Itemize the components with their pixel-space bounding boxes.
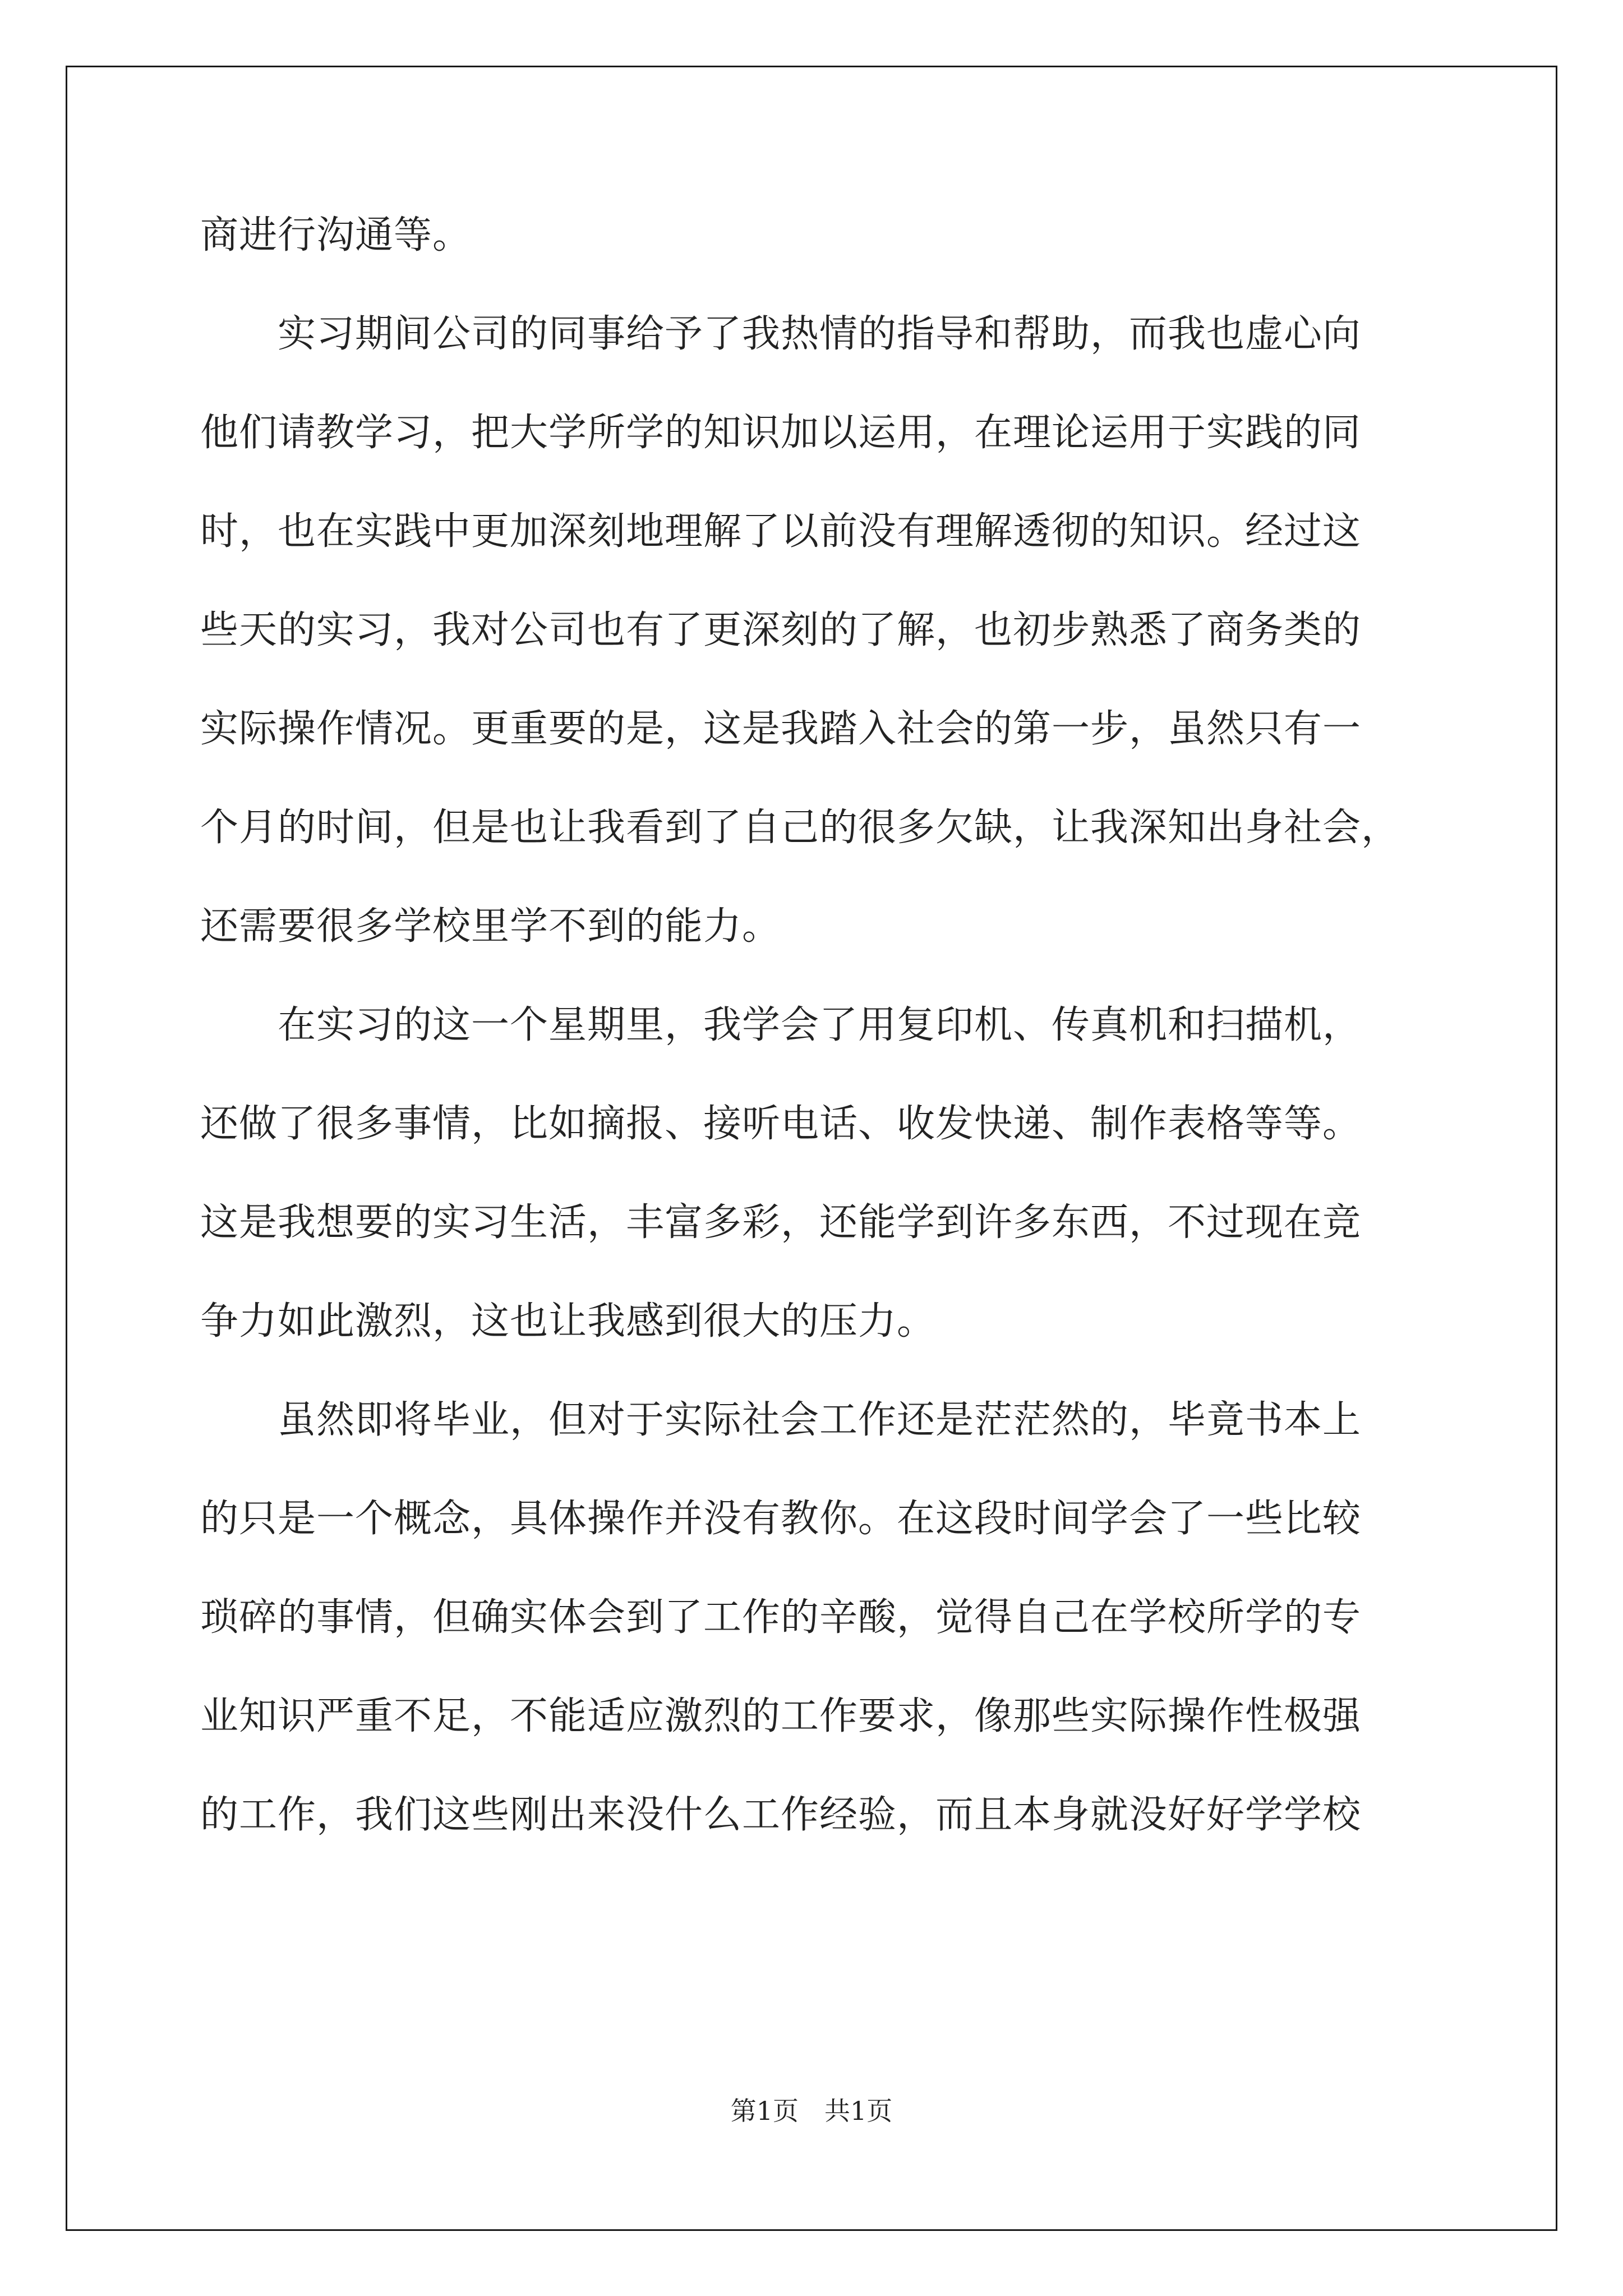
text-line: 琐碎的事情，但确实体会到了工作的辛酸，觉得自己在学校所学的专 [200, 1595, 1362, 1640]
page-border [66, 66, 1557, 2231]
text-line: 这是我想要的实习生活，丰富多彩，还能学到许多东西，不过现在竞 [200, 1200, 1362, 1245]
page-footer: 第1页 共1页 [730, 2096, 893, 2126]
text-line: 在实习的这一个星期里，我学会了用复印机、传真机和扫描机， [200, 1003, 1362, 1047]
text-line: 还需要很多学校里学不到的能力。 [200, 904, 781, 949]
text-line: 争力如此激烈，这也让我感到很大的压力。 [200, 1299, 936, 1343]
text-line: 他们请教学习，把大学所学的知识加以运用，在理论运用于实践的同 [200, 411, 1362, 455]
text-line: 时，也在实践中更加深刻地理解了以前没有理解透彻的知识。经过这 [200, 509, 1362, 554]
text-line: 些天的实习，我对公司也有了更深刻的了解，也初步熟悉了商务类的 [200, 608, 1362, 652]
text-line: 个月的时间，但是也让我看到了自己的很多欠缺，让我深知出身社会， [200, 806, 1400, 850]
text-line: 商进行沟通等。 [200, 213, 472, 257]
text-line: 业知识严重不足，不能适应激烈的工作要求，像那些实际操作性极强 [200, 1694, 1362, 1738]
text-line: 虽然即将毕业，但对于实际社会工作还是茫茫然的，毕竟书本上 [200, 1398, 1362, 1442]
text-line: 实际操作情况。更重要的是，这是我踏入社会的第一步，虽然只有一 [200, 707, 1362, 751]
text-line: 的工作，我们这些刚出来没什么工作经验，而且本身就没好好学学校 [200, 1793, 1362, 1837]
text-line: 实习期间公司的同事给予了我热情的指导和帮助，而我也虚心向 [200, 312, 1362, 356]
text-line: 的只是一个概念，具体操作并没有教你。在这段时间学会了一些比较 [200, 1497, 1362, 1541]
text-line: 还做了很多事情，比如摘报、接听电话、收发快递、制作表格等等。 [200, 1102, 1362, 1146]
